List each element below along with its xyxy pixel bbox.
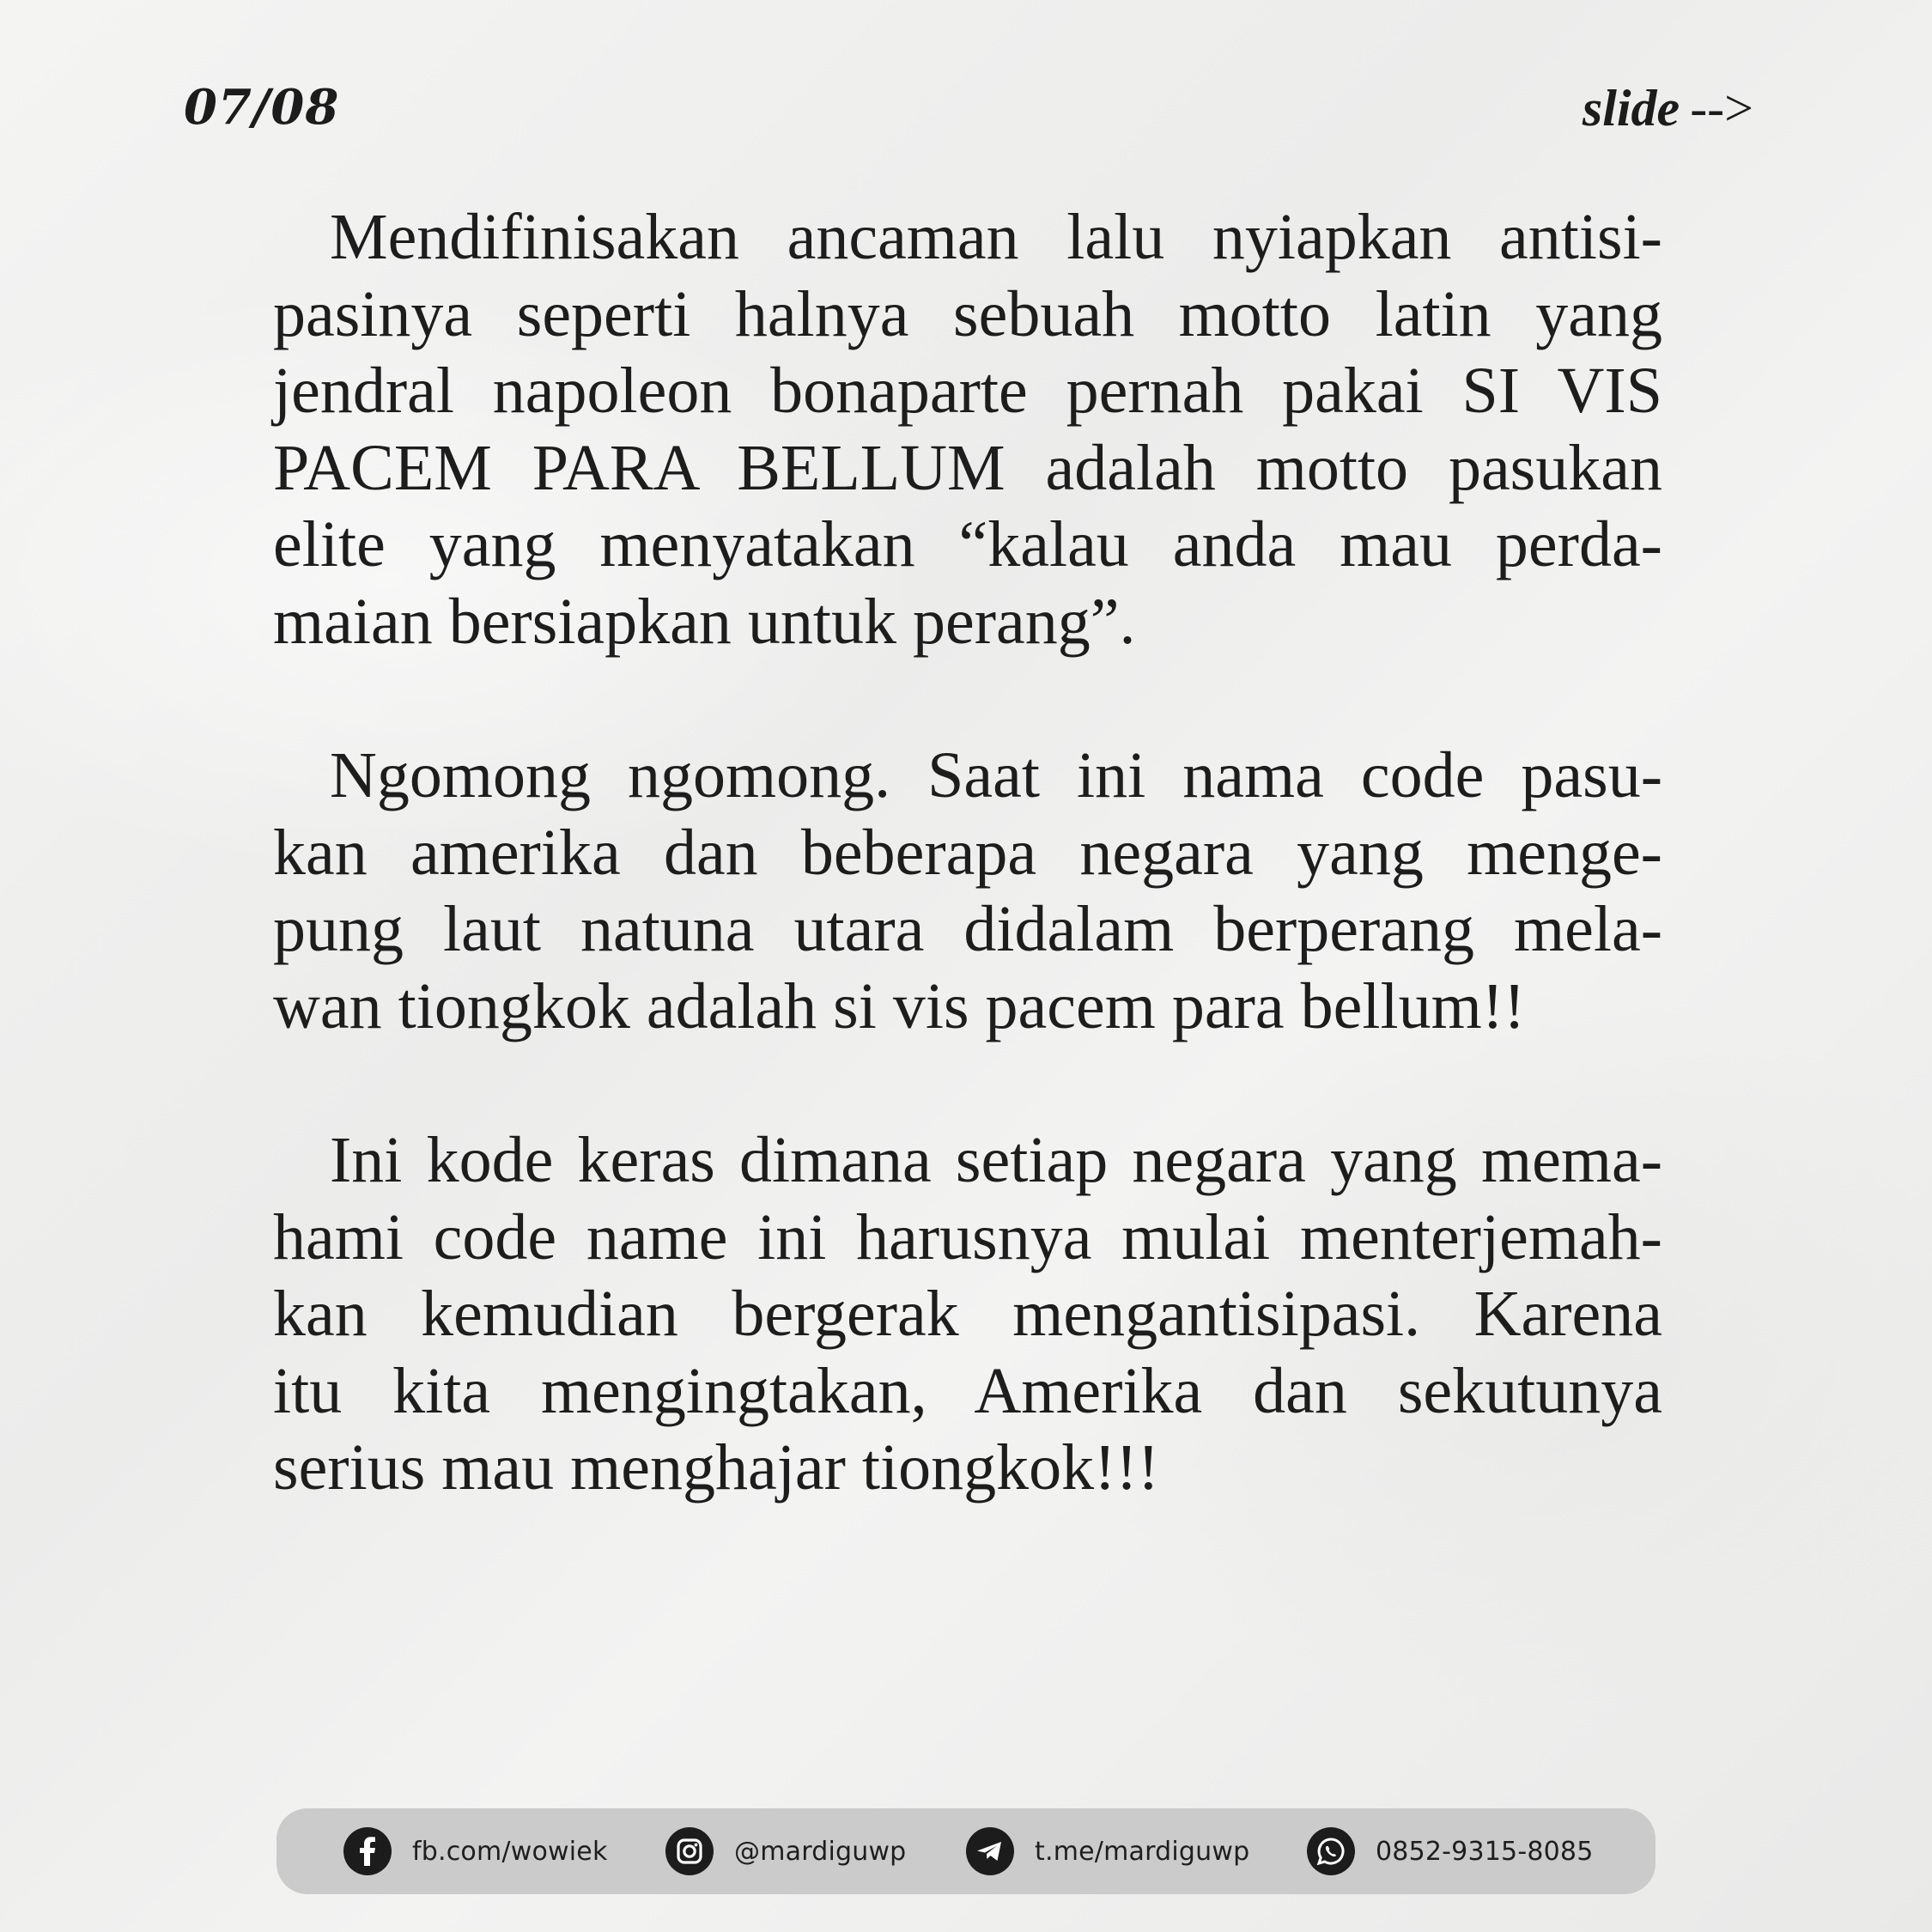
- paragraph-line: maian bersiapkan untuk perang”.: [273, 585, 1136, 658]
- page-number: 07/08: [184, 79, 340, 136]
- paragraph-line: wan tiongkok adalah si vis pacem para bellum!!: [273, 969, 1526, 1042]
- telegram-icon: [966, 1827, 1014, 1875]
- social-link-facebook[interactable]: [343, 1827, 608, 1875]
- social-links-bar: [276, 1808, 1656, 1894]
- social-link-label: 0852-9315-8085: [1376, 1836, 1594, 1867]
- paragraph-1: [273, 199, 1662, 660]
- slide-hint-arrow: -->: [1690, 80, 1753, 137]
- social-link-label: fb.com/wowiek: [412, 1836, 608, 1867]
- paragraph-3: [273, 1122, 1662, 1507]
- paragraph-line: Ngomong ngomong. Saat ini nama code pasu-: [330, 739, 1662, 811]
- paragraph-line: kan amerika dan beberapa negara yang menge-: [273, 816, 1662, 889]
- paragraph-line: itu kita mengingtakan, Amerika dan sekutunya: [273, 1354, 1662, 1427]
- social-link-label: t.me/mardiguwp: [1035, 1836, 1250, 1867]
- paragraph-line: elite yang menyatakan “kalau anda mau perda-: [273, 508, 1662, 580]
- paragraph-line: serius mau menghajar tiongkok!!!: [273, 1431, 1160, 1504]
- paragraph-line: kan kemudian bergerak mengantisipasi. Karena: [273, 1278, 1662, 1350]
- paragraph-line: pasinya seperti halnya sebuah motto latin yang: [273, 277, 1662, 350]
- social-link-whatsapp[interactable]: [1307, 1827, 1594, 1875]
- article-body: [273, 199, 1662, 1584]
- whatsapp-icon: [1307, 1827, 1355, 1875]
- facebook-icon: [343, 1827, 392, 1875]
- paragraph-line: PACEM PARA BELLUM adalah motto pasukan: [273, 431, 1662, 504]
- paragraph-line: Ini kode keras dimana setiap negara yang mema-: [330, 1124, 1662, 1196]
- social-link-instagram[interactable]: [665, 1827, 906, 1875]
- paragraph-line: Mendifinisakan ancaman lalu nyiapkan antisi-: [330, 201, 1662, 273]
- paragraph-2: [273, 738, 1662, 1045]
- paragraph-line: jendral napoleon bonaparte pernah pakai SI VIS: [273, 355, 1662, 427]
- paragraph-line: hami code name ini harusnya mulai menterjemah-: [273, 1200, 1662, 1273]
- social-link-telegram[interactable]: [966, 1827, 1249, 1875]
- slide-hint: [1583, 79, 1753, 138]
- instagram-icon: [665, 1827, 714, 1875]
- slide-hint-word: slide: [1582, 80, 1680, 137]
- paragraph-line: pung laut natuna utara didalam berperang mela-: [273, 893, 1662, 965]
- social-link-label: @mardiguwp: [734, 1836, 907, 1867]
